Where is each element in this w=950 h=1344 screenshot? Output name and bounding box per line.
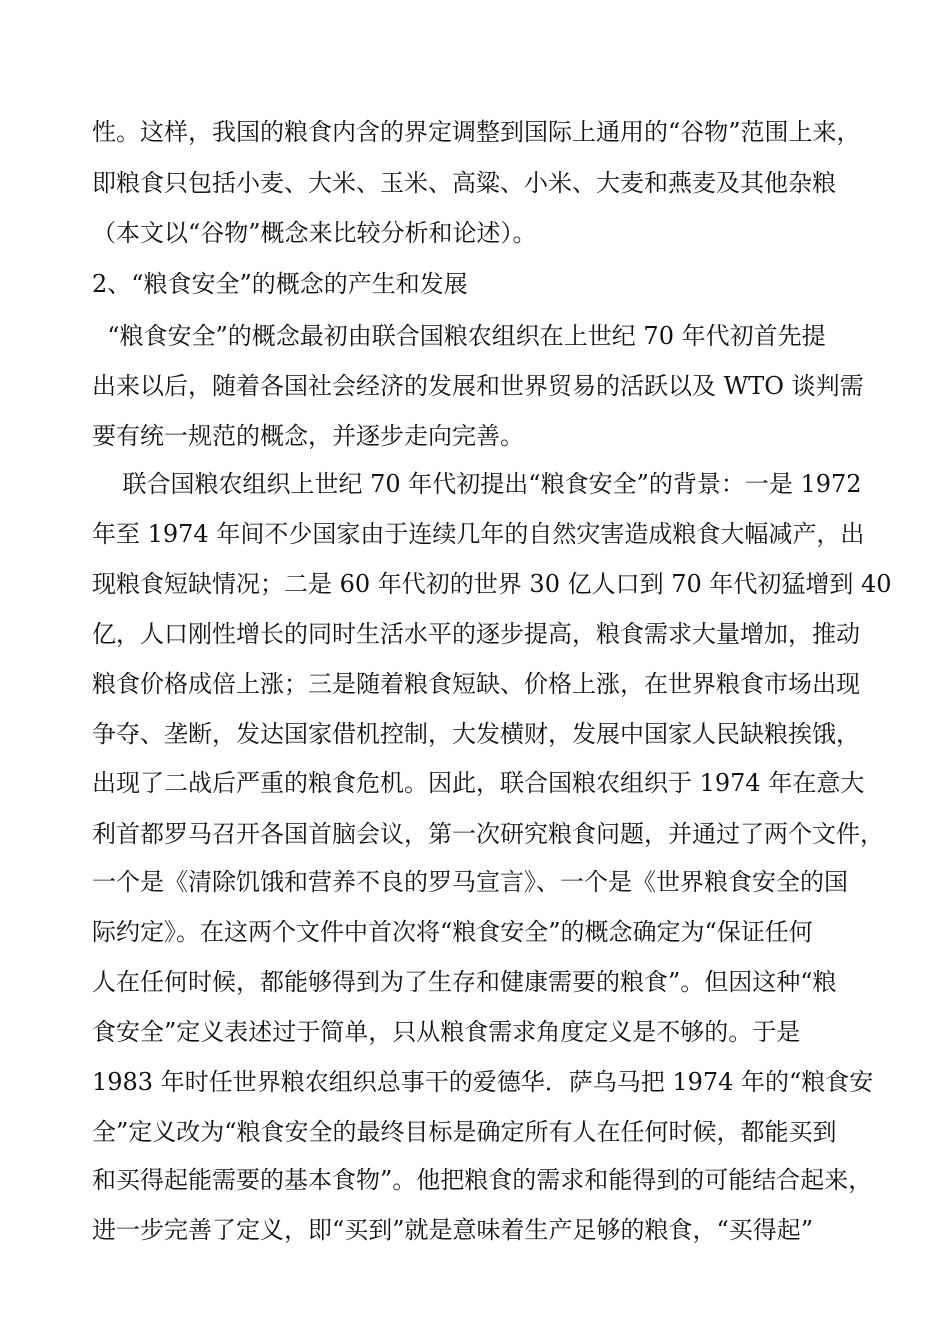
text-line: 1983 年时任世界粮农组织总事干的爱德华．萨乌马把 1974 年的“粮食安 (92, 1068, 874, 1096)
text-line: 粮食价格成倍上涨；三是随着粮食短缺、价格上涨，在世界粮食市场出现 (92, 670, 860, 698)
text-line: 争夺、垄断，发达国家借机控制，大发横财，发展中国家人民缺粮挨饿， (92, 720, 860, 748)
text-line: 要有统一规范的概念，并逐步走向完善。 (92, 422, 524, 450)
text-line: 亿，人口刚性增长的同时生活水平的逐步提高，粮食需求大量增加，推动 (92, 620, 860, 648)
text-line: 性。这样，我国的粮食内含的界定调整到国际上通用的“谷物”范围上来， (92, 118, 861, 146)
text-line: 现粮食短缺情况；二是 60 年代初的世界 30 亿人口到 70 年代初猛增到 40 (92, 570, 892, 598)
text-line: 联合国粮农组织上世纪 70 年代初提出“粮食安全”的背景：一是 1972 (92, 470, 862, 498)
text-line: 一个是《清除饥饿和营养不良的罗马宣言》、一个是《世界粮食安全的国 (92, 868, 848, 896)
text-line: （本文以“谷物”概念来比较分析和论述）。 (92, 219, 537, 247)
text-line: 进一步完善了定义，即“买到”就是意味着生产足够的粮食，“买得起” (92, 1216, 814, 1244)
text-line: 年至 1974 年间不少国家由于连续几年的自然灾害造成粮食大幅减产，出 (92, 520, 865, 548)
text-line: 和买得起能需要的基本食物”。他把粮食的需求和能得到的可能结合起来， (92, 1166, 873, 1194)
text-line: 食安全”定义表述过于简单，只从粮食需求角度定义是不够的。于是 (92, 1018, 801, 1046)
text-line: 出现了二战后严重的粮食危机。因此，联合国粮农组织于 1974 年在意大 (92, 769, 865, 797)
text-line: 人在任何时候，都能够得到为了生存和健康需要的粮食”。但因这种“粮 (92, 968, 837, 996)
text-line: 出来以后，随着各国社会经济的发展和世界贸易的活跃以及 WTO 谈判需 (92, 372, 864, 400)
section-heading: 2、“粮食安全”的概念的产生和发展 (92, 270, 468, 298)
text-line: 全”定义改为“粮食安全的最终目标是确定所有人在任何时候，都能买到 (92, 1118, 837, 1146)
text-line: 际约定》。在这两个文件中首次将“粮食安全”的概念确定为“保证任何 (92, 918, 813, 946)
text-line: “粮食安全”的概念最初由联合国粮农组织在上世纪 70 年代初首先提 (92, 322, 826, 350)
text-line: 利首都罗马召开各国首脑会议，第一次研究粮食问题，并通过了两个文件， (92, 820, 884, 848)
text-line: 即粮食只包括小麦、大米、玉米、高粱、小米、大麦和燕麦及其他杂粮 (92, 169, 836, 197)
